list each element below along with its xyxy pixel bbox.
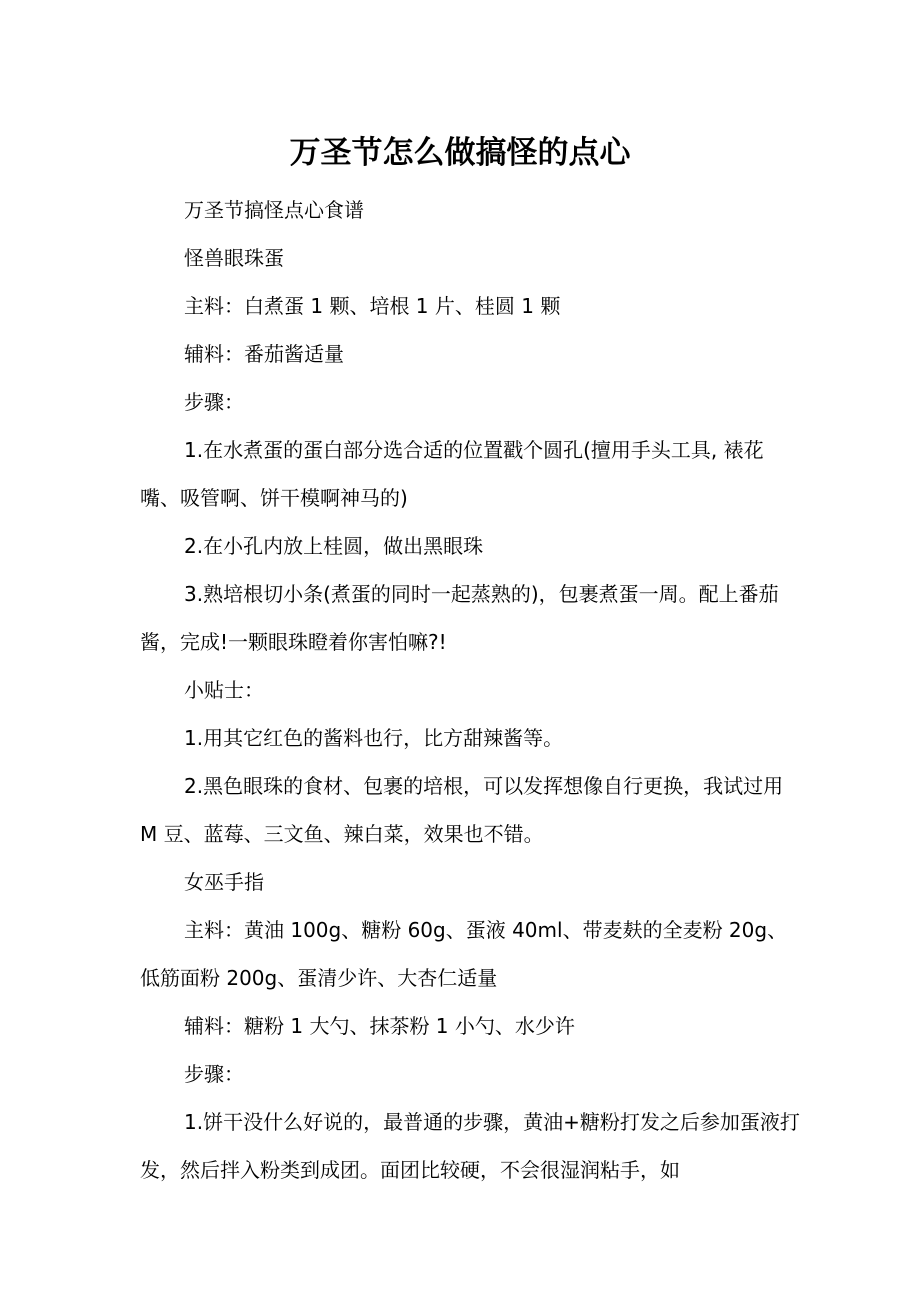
paragraph-11: 2.黑色眼珠的食材、包裹的培根，可以发挥想像自行更换，我试过用 M 豆、蓝莓、三文鱼、辣白菜，效果也不错。: [140, 774, 784, 846]
paragraph-9: 小贴士：: [184, 678, 264, 702]
document-title: 万圣节怎么做搞怪的点心: [289, 135, 631, 171]
paragraph-14: 辅料：糖粉 1 大勺、抹茶粉 1 小勺、水少许: [184, 1014, 575, 1038]
paragraph-7: 2.在小孔内放上桂圆，做出黑眼珠: [184, 534, 484, 558]
paragraph-13: 主料：黄油 100g、糖粉 60g、蛋液 40ml、带麦麸的全麦粉 20g、低筋面粉 200g、蛋清少许、大杏仁适量: [140, 918, 788, 990]
paragraph-10: 1.用其它红色的酱料也行，比方甜辣酱等。: [184, 726, 564, 750]
paragraph-3: 主料：白煮蛋 1 颗、培根 1 片、桂圆 1 颗: [184, 294, 561, 318]
paragraph-2: 怪兽眼珠蛋: [184, 246, 284, 270]
paragraph-16: 1.饼干没什么好说的，最普通的步骤，黄油+糖粉打发之后参加蛋液打发，然后拌入粉类到成团。面团比较硬，不会很湿润粘手，如: [140, 1110, 800, 1182]
paragraph-4: 辅料：番茄酱适量: [184, 342, 344, 366]
paragraph-15: 步骤：: [184, 1062, 244, 1086]
paragraph-12: 女巫手指: [184, 870, 264, 894]
paragraph-1: 万圣节搞怪点心食谱: [184, 198, 364, 222]
paragraph-8: 3.熟培根切小条(煮蛋的同时一起蒸熟的)，包裹煮蛋一周。配上番茄酱，完成!一颗眼珠瞪着你害怕嘛?!: [140, 582, 779, 654]
paragraph-5: 步骤：: [184, 390, 244, 414]
document-body: [140, 186, 800, 1194]
paragraph-6: 1.在水煮蛋的蛋白部分选合适的位置戳个圆孔(擅用手头工具, 裱花嘴、吸管啊、饼干模啊神马的): [140, 438, 764, 510]
